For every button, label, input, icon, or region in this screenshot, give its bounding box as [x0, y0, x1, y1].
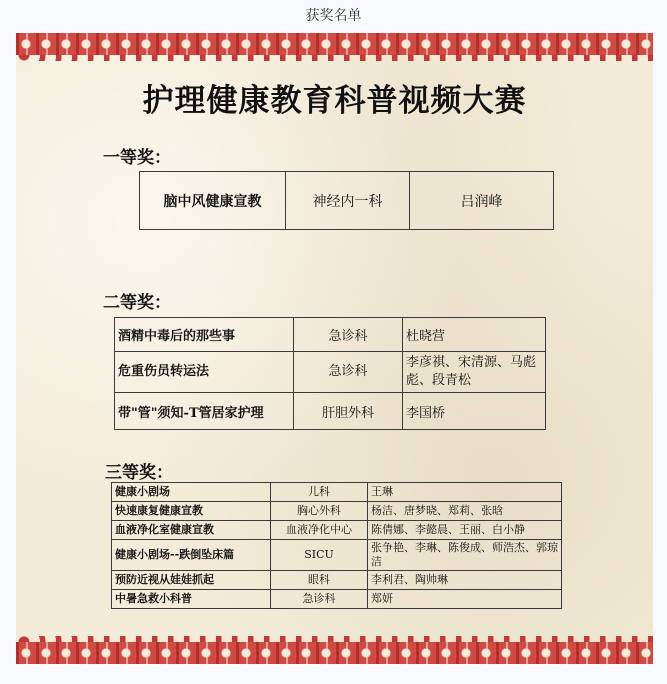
entry-title: 健康小剧场 [112, 483, 271, 502]
entry-names: 李彦祺、宋清源、马彪彪、段青松 [403, 352, 546, 393]
entry-department: 急诊科 [271, 590, 368, 609]
entry-department: 眼科 [271, 571, 368, 590]
table-row [115, 318, 546, 352]
decorative-border-bottom [16, 642, 653, 664]
entry-names: 李利君、陶帅琳 [368, 571, 562, 590]
entry-names: 杨洁、唐梦晓、郑莉、张晗 [368, 502, 562, 521]
page-header [0, 0, 667, 30]
first-prize-table [139, 171, 554, 230]
entry-title: 健康小剧场--跌倒坠床篇 [112, 540, 271, 571]
entry-title: 血液净化室健康宣教 [112, 521, 271, 540]
entry-names: 王琳 [368, 483, 562, 502]
entry-title: 带"管"须知-T管居家护理 [115, 393, 294, 430]
certificate-title: 护理健康教育科普视频大赛 [142, 83, 527, 119]
table-row [112, 483, 562, 502]
entry-department: 肝胆外科 [294, 393, 403, 430]
decorative-border-top [16, 33, 653, 55]
entry-title: 中暑急救小科普 [112, 590, 271, 609]
table-row [140, 172, 554, 230]
table-row [112, 502, 562, 521]
award-certificate [16, 33, 653, 664]
entry-names: 张争艳、李琳、陈俊成、师浩杰、郭琼洁 [368, 540, 562, 571]
page-title: 获奖名单 [305, 8, 362, 24]
table-row [112, 590, 562, 609]
third-prize-table [111, 482, 562, 609]
entry-department: 神经内一科 [286, 172, 410, 230]
entry-names: 郑妍 [368, 590, 562, 609]
first-prize-heading: 一等奖： [103, 148, 171, 168]
decorative-border-top-scallop [16, 55, 653, 61]
entry-names: 吕润峰 [410, 172, 554, 230]
table-row [115, 393, 546, 430]
table-row [112, 540, 562, 571]
entry-department: 急诊科 [294, 352, 403, 393]
entry-department: SICU [271, 540, 368, 571]
second-prize-table [114, 317, 546, 430]
table-row [112, 521, 562, 540]
entry-title: 快速康复健康宣教 [112, 502, 271, 521]
entry-department: 儿科 [271, 483, 368, 502]
table-row [115, 352, 546, 393]
entry-title: 酒精中毒后的那些事 [115, 318, 294, 352]
entry-department: 血液净化中心 [271, 521, 368, 540]
entry-department: 胸心外科 [271, 502, 368, 521]
entry-title: 脑中风健康宣教 [140, 172, 286, 230]
entry-title: 危重伤员转运法 [115, 352, 294, 393]
entry-names: 陈倩娜、李懿晨、王丽、白小静 [368, 521, 562, 540]
entry-names: 李国桥 [403, 393, 546, 430]
second-prize-heading: 二等奖： [103, 293, 171, 313]
entry-department: 急诊科 [294, 318, 403, 352]
entry-names: 杜晓营 [403, 318, 546, 352]
third-prize-heading: 三等奖： [105, 463, 173, 483]
entry-title: 预防近视从娃娃抓起 [112, 571, 271, 590]
table-row [112, 571, 562, 590]
